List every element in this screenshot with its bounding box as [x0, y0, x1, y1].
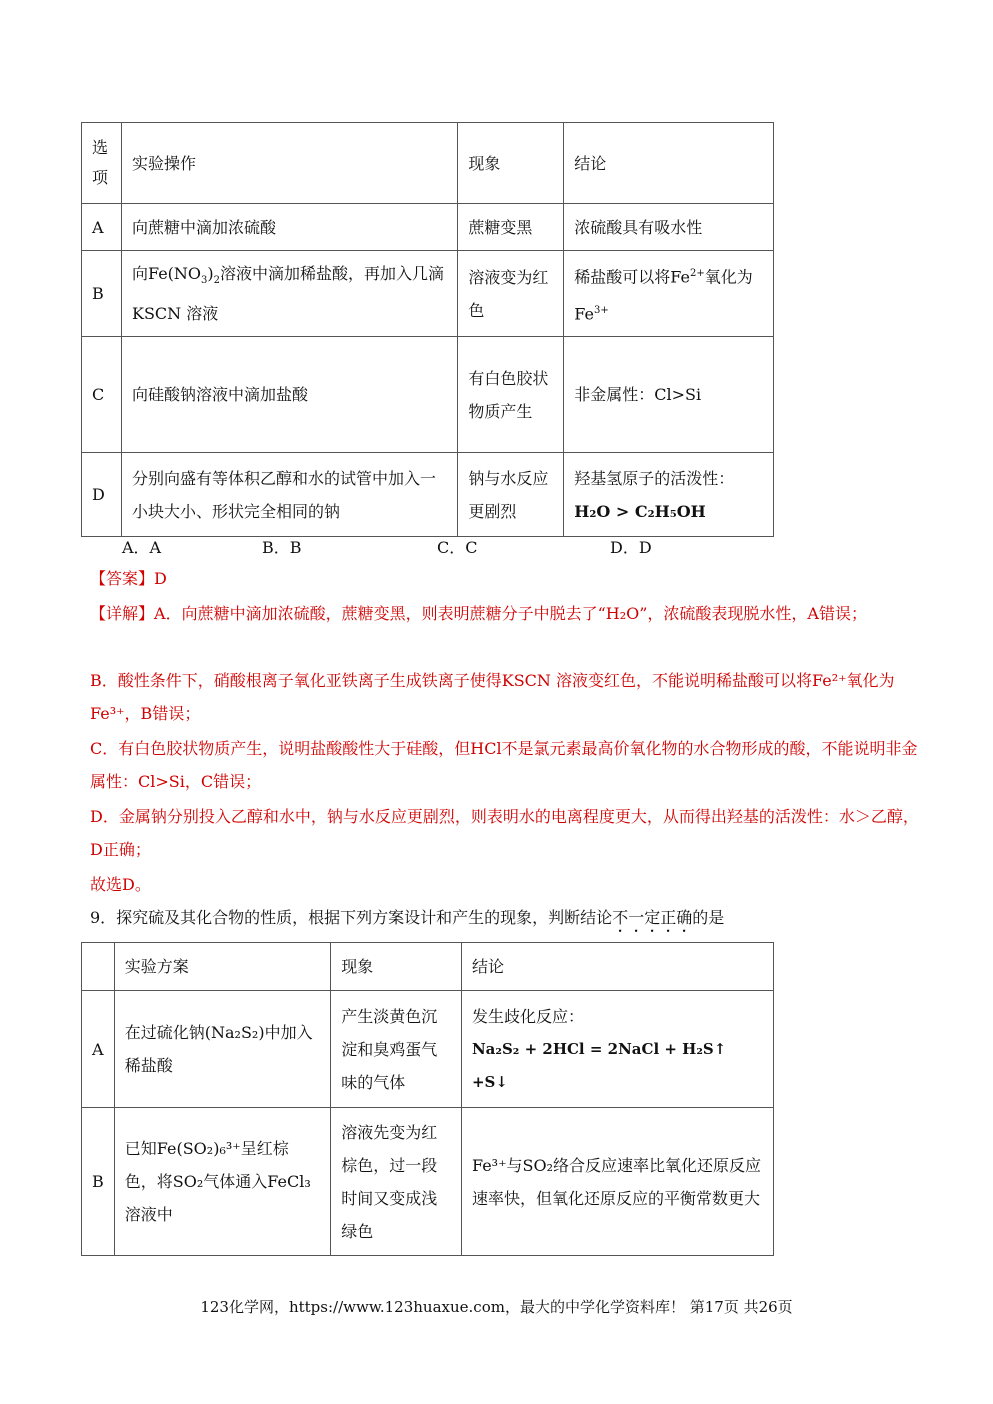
- header-phenomenon: 现象: [331, 943, 462, 991]
- header-conclusion: 结论: [461, 943, 773, 991]
- detail-d: D．金属钠分别投入乙醇和水中，钠与水反应更剧烈，则表明水的电离程度更大，从而得出羟基的活泼性：水＞乙醇，D正确；: [90, 807, 919, 859]
- concl-text: 氧化为Fe: [574, 267, 753, 323]
- answer-options: [0, 535, 993, 559]
- table-row: [82, 251, 774, 337]
- detail-a: [90, 597, 920, 630]
- row-conclusion: [564, 453, 774, 537]
- table-row: [82, 453, 774, 537]
- page-footer: 123化学网，https://www.123huaxue.com，最大的中学化学资料库！ 第17页 共26页: [200, 1298, 793, 1316]
- detail-c: C．有白色胶状物质产生，说明盐酸酸性大于硅酸，但HCl不是氯元素最高价氧化物的水合物形成的酸，不能说明非金属性：Cl>Si，C错误；: [90, 739, 918, 791]
- row-phenomenon: 产生淡黄色沉淀和臭鸡蛋气味的气体: [331, 991, 462, 1108]
- detail-a-text: A．向蔗糖中滴加浓硫酸，蔗糖变黑，则表明蔗糖分子中脱去了“H₂O”，浓硫酸表现脱水性，A错误；: [154, 604, 867, 623]
- row-conclusion: 非金属性：Cl>Si: [564, 337, 774, 453]
- detail-e: 故选D。: [90, 875, 151, 894]
- detail-b: B．酸性条件下，硝酸根离子氧化亚铁离子生成铁离子使得KSCN 溶液变红色，不能说明稀盐酸可以将Fe²⁺氧化为Fe³⁺，B错误；: [90, 671, 895, 723]
- table-row: [82, 204, 774, 251]
- table-row: [82, 1108, 774, 1256]
- answer-line: [90, 562, 920, 595]
- row-option: A: [82, 991, 115, 1108]
- detail-label: 【详解】: [90, 604, 155, 623]
- answer-value: D: [154, 569, 167, 588]
- concl-text: 稀盐酸可以将Fe: [574, 267, 690, 287]
- question-9-stem: [90, 901, 920, 936]
- header-operation: 实验操作: [121, 123, 457, 204]
- option-b: B．B: [262, 538, 302, 557]
- stem-text: 9．探究硫及其化合物的性质，根据下列方案设计和产生的现象，判断结论: [90, 908, 613, 927]
- row-option: C: [82, 337, 122, 453]
- answer-label: 【答案】: [90, 569, 155, 588]
- question-9-table: [81, 942, 774, 1256]
- op-sub: 2: [213, 275, 221, 287]
- option-d: D．D: [610, 538, 652, 557]
- row-operation: [121, 251, 457, 337]
- op-text: 溶液中滴加稀盐酸，再加入几滴KSCN 溶液: [131, 264, 445, 324]
- option-c: C．C: [437, 538, 478, 557]
- row-conclusion: Fe³⁺与SO₂络合反应速率比氧化还原反应速率快，但氧化还原反应的平衡常数更大: [461, 1108, 773, 1256]
- header-option: [82, 943, 115, 991]
- row-conclusion: 浓硫酸具有吸水性: [564, 204, 774, 251]
- stem-emphasis: 不一定正确: [612, 908, 693, 927]
- row-operation: 分别向盛有等体积乙醇和水的试管中加入一小块大小、形状完全相同的钠: [121, 453, 457, 537]
- concl-sup: 2+: [689, 268, 705, 280]
- concl-sup: 3+: [593, 304, 609, 316]
- row-phenomenon: 溶液变为红色: [458, 251, 564, 337]
- table-row: [82, 337, 774, 453]
- op-sub: 3: [201, 275, 208, 287]
- stem-text: 的是: [692, 908, 725, 927]
- question-8-table: [81, 122, 774, 537]
- row-phenomenon: 蔗糖变黑: [458, 204, 564, 251]
- table-header-row: [82, 123, 774, 204]
- concl-text: 羟基氢原子的活泼性：: [574, 468, 735, 488]
- row-phenomenon: 钠与水反应更剧烈: [458, 453, 564, 537]
- header-phenomenon: 现象: [458, 123, 564, 204]
- row-conclusion: [461, 991, 773, 1108]
- table-header-row: [82, 943, 774, 991]
- row-option: A: [82, 204, 122, 251]
- header-option: [82, 123, 122, 204]
- concl-equation: Na₂S₂ + 2HCl = 2NaCl + H₂S↑ +S↓: [471, 1039, 727, 1091]
- op-text: ): [207, 264, 214, 283]
- row-phenomenon: 有白色胶状物质产生: [458, 337, 564, 453]
- op-text: 向Fe(NO: [131, 264, 202, 283]
- row-operation: 向硅酸钠溶液中滴加盐酸: [121, 337, 457, 453]
- row-option: B: [82, 251, 122, 337]
- row-option: D: [82, 453, 122, 537]
- concl-formula: H₂O > C₂H₅OH: [574, 501, 706, 521]
- row-plan: 已知Fe(SO₂)₆³⁺呈红棕色，将SO₂气体通入FeCl₃溶液中: [114, 1108, 331, 1256]
- concl-text: 发生歧化反应：: [471, 1006, 584, 1026]
- header-conclusion: 结论: [564, 123, 774, 204]
- option-a: A．A: [122, 538, 162, 557]
- header-option-line1: 选: [92, 138, 109, 157]
- row-phenomenon: 溶液先变为红棕色，过一段时间又变成浅绿色: [331, 1108, 462, 1256]
- header-plan: 实验方案: [114, 943, 331, 991]
- row-operation: 向蔗糖中滴加浓硫酸: [121, 204, 457, 251]
- row-conclusion: [564, 251, 774, 337]
- table-row: [82, 991, 774, 1108]
- header-option-line2: 项: [92, 168, 109, 187]
- row-option: B: [82, 1108, 115, 1256]
- row-plan: 在过硫化钠(Na₂S₂)中加入稀盐酸: [114, 991, 331, 1108]
